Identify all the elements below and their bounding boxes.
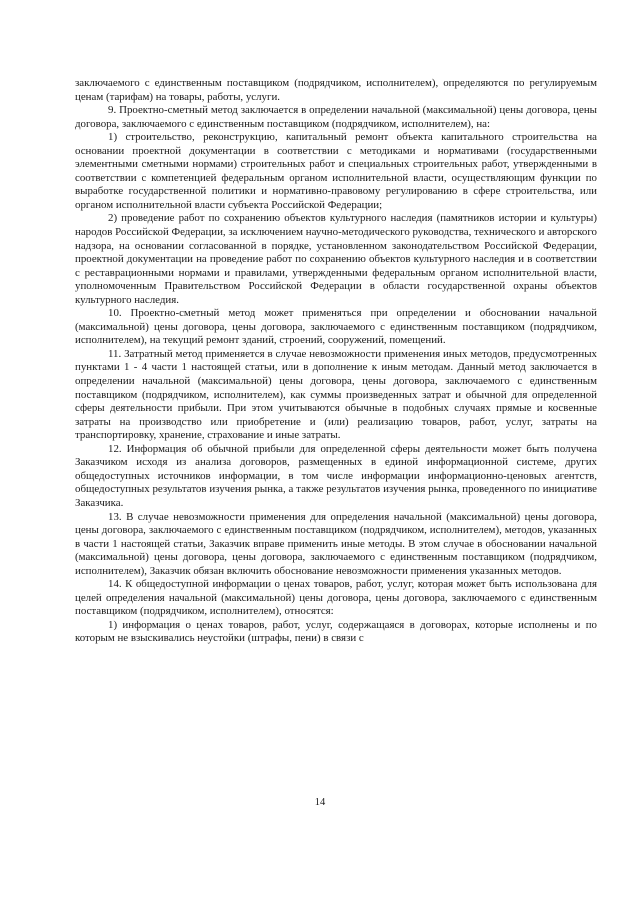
paragraph-item-9-2: 2) проведение работ по сохранению объектов культурного наследия (памятников истории и культуры) народов Российской Федерации, за исключением научно-методического руководства, технического и авторского надзора, на основании согласованной в порядке, установленном законодательством Российской Федерации, проектной документации на проведение работ по сохранению объектов культурного наследия и в соответствии с реставрационными нормами и правилами, утвержденными федеральным органом исполнительной власти, уполномоченным Правительством Российской Федерации в области государственной охраны объектов культурного наследия. [75,212,597,306]
paragraph-item-11: 11. Затратный метод применяется в случае невозможности применения иных методов, предусмотренных пунктами 1 - 4 части 1 настоящей статьи, или в дополнение к иным методам. Данный метод заключается в определении начальной (максимальной) цены договора, цены договора, заключаемого с единственным поставщиком (подрядчиком, исполнителем), как суммы произведенных затрат и обычной для определенной сферы деятельности прибыли. При этом учитываются обычные в подобных случаях прямые и косвенные затраты на производство или приобретение и (или) реализацию товаров, работ, услуг, затраты на транспортировку, хранение, страхование и иные затраты. [75,347,597,442]
document-body [75,77,597,646]
paragraph-continuation: заключаемого с единственным поставщиком (подрядчиком, исполнителем), определяются по регулируемым ценам (тарифам) на товары, работы, услуги. [75,77,597,103]
paragraph-item-10: 10. Проектно-сметный метод может применяться при определении и обосновании начальной (максимальной) цены договора, цены договора, заключаемого с единственным поставщиком (подрядчиком, исполнителем), на текущий ремонт зданий, строений, сооружений, помещений. [75,307,597,347]
page-number: 14 [314,797,326,808]
paragraph-item-9-1: 1) строительство, реконструкцию, капитальный ремонт объекта капитального строительства на основании проектной документации в соответствии с методиками и нормативами (государственными элементными сметными нормами) строительных работ и специальных строительных работ, утвержденными в соответствии с компетенцией федеральным органом исполнительной власти, осуществляющим функции по выработке государственной политики и нормативно-правовому регулированию в сфере строительства, или органом исполнительной власти субъекта Российской Федерации; [75,131,597,211]
paragraph-item-9: 9. Проектно-сметный метод заключается в определении начальной (максимальной) цены договора, цены договора, заключаемого с единственным поставщиком (подрядчиком, исполнителем), на: [75,104,597,130]
paragraph-item-14-1: 1) информация о ценах товаров, работ, услуг, содержащаяся в договорах, которые исполнены и по которым не взыскивались неустойки (штрафы, пени) в связи с [75,618,597,645]
paragraph-item-12: 12. Информация об обычной прибыли для определенной сферы деятельности может быть получена Заказчиком исходя из анализа договоров, размещенных в единой информационной системе, других общедоступных источников информации, в том числе информации информационно-ценовых агентств, общедоступных результатов изучения рынка, а также результатов изучения рынка, проведенного по инициативе Заказчика. [75,442,597,509]
paragraph-item-13: 13. В случае невозможности применения для определения начальной (максимальной) цены договора, цены договора, заключаемого с единственным поставщиком (подрядчиком, исполнителем), методов, указанных в части 1 настоящей статьи, Заказчик вправе применить иные методы. В этом случае в обосновании начальной (максимальной) цены договора, цены договора, заключаемого с единственным поставщиком (подрядчиком, исполнителем), Заказчик обязан включить обоснование невозможности применения указанных методов. [75,510,597,577]
paragraph-item-14: 14. К общедоступной информации о ценах товаров, работ, услуг, которая может быть использована для целей определения начальной (максимальной) цены договора, цены договора, заключаемого с единственным поставщиком (подрядчиком, исполнителем), относятся: [75,578,597,618]
